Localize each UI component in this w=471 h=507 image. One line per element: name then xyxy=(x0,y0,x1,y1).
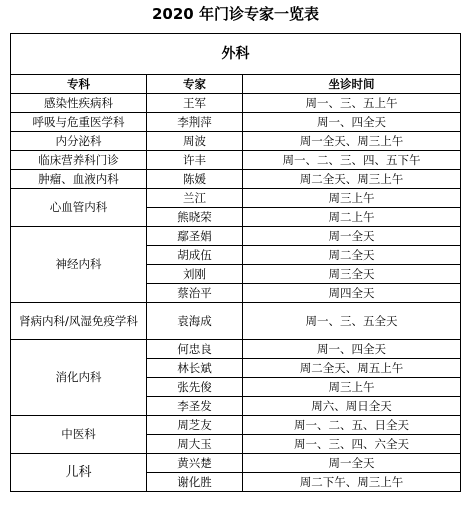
time-cell: 周六、周日全天 xyxy=(243,397,461,416)
table-row xyxy=(11,94,461,113)
time-cell: 周一、三、四、六全天 xyxy=(243,435,461,454)
time-cell: 周二上午 xyxy=(243,208,461,227)
expert-cell: 胡成伍 xyxy=(147,246,243,265)
dept-cell: 心血管内科 xyxy=(11,189,147,227)
time-cell: 周一、四全天 xyxy=(243,340,461,359)
dept-cell: 中医科 xyxy=(11,416,147,454)
expert-cell: 蔡治平 xyxy=(147,284,243,303)
time-cell: 周一、四全天 xyxy=(243,113,461,132)
time-cell: 周二全天 xyxy=(243,246,461,265)
expert-cell: 王军 xyxy=(147,94,243,113)
expert-cell: 周芝友 xyxy=(147,416,243,435)
expert-cell: 许丰 xyxy=(147,151,243,170)
time-cell: 周一、二、三、四、五下午 xyxy=(243,151,461,170)
expert-cell: 李圣发 xyxy=(147,397,243,416)
expert-cell: 袁海成 xyxy=(147,303,243,340)
time-cell: 周一全天 xyxy=(243,454,461,473)
expert-cell: 兰江 xyxy=(147,189,243,208)
dept-cell: 呼吸与危重医学科 xyxy=(11,113,147,132)
clinic-schedule-table xyxy=(10,33,461,492)
dept-cell: 神经内科 xyxy=(11,227,147,303)
column-header-expert: 专家 xyxy=(147,75,243,94)
page-title: 2020 年门诊专家一览表 xyxy=(152,5,319,23)
table-row xyxy=(11,416,461,435)
table-row xyxy=(11,189,461,208)
section-row xyxy=(11,34,461,75)
column-header-dept: 专科 xyxy=(11,75,147,94)
expert-cell: 刘刚 xyxy=(147,265,243,284)
section-title: 外科 xyxy=(11,34,461,75)
time-cell: 周三上午 xyxy=(243,378,461,397)
dept-cell: 消化内科 xyxy=(11,340,147,416)
table-row xyxy=(11,454,461,473)
table-row xyxy=(11,340,461,359)
expert-cell: 林长斌 xyxy=(147,359,243,378)
time-cell: 周二下午、周三上午 xyxy=(243,473,461,492)
expert-cell: 熊晓荣 xyxy=(147,208,243,227)
dept-cell: 内分泌科 xyxy=(11,132,147,151)
expert-cell: 谢化胜 xyxy=(147,473,243,492)
expert-cell: 李荆萍 xyxy=(147,113,243,132)
dept-cell: 肾病内科/风湿免疫学科 xyxy=(11,303,147,340)
expert-cell: 鄢圣娟 xyxy=(147,227,243,246)
table-row xyxy=(11,132,461,151)
table-row xyxy=(11,151,461,170)
table-row xyxy=(11,170,461,189)
table-row xyxy=(11,227,461,246)
expert-cell: 黄兴楚 xyxy=(147,454,243,473)
expert-cell: 张先俊 xyxy=(147,378,243,397)
time-cell: 周一、三、五上午 xyxy=(243,94,461,113)
expert-cell: 陈媛 xyxy=(147,170,243,189)
expert-cell: 何忠良 xyxy=(147,340,243,359)
dept-cell: 感染性疾病科 xyxy=(11,94,147,113)
time-cell: 周二全天、周三上午 xyxy=(243,170,461,189)
table-row xyxy=(11,303,461,340)
time-cell: 周三上午 xyxy=(243,189,461,208)
dept-cell: 儿科 xyxy=(11,454,147,492)
time-cell: 周三全天 xyxy=(243,265,461,284)
time-cell: 周一全天 xyxy=(243,227,461,246)
time-cell: 周四全天 xyxy=(243,284,461,303)
expert-cell: 周大玉 xyxy=(147,435,243,454)
dept-cell: 肿瘤、血液内科 xyxy=(11,170,147,189)
column-header-time: 坐诊时间 xyxy=(243,75,461,94)
header-row xyxy=(11,75,461,94)
table-row xyxy=(11,113,461,132)
time-cell: 周一全天、周三上午 xyxy=(243,132,461,151)
time-cell: 周二全天、周五上午 xyxy=(243,359,461,378)
time-cell: 周一、三、五全天 xyxy=(243,303,461,340)
time-cell: 周一、二、五、日全天 xyxy=(243,416,461,435)
dept-cell: 临床营养科门诊 xyxy=(11,151,147,170)
expert-cell: 周波 xyxy=(147,132,243,151)
